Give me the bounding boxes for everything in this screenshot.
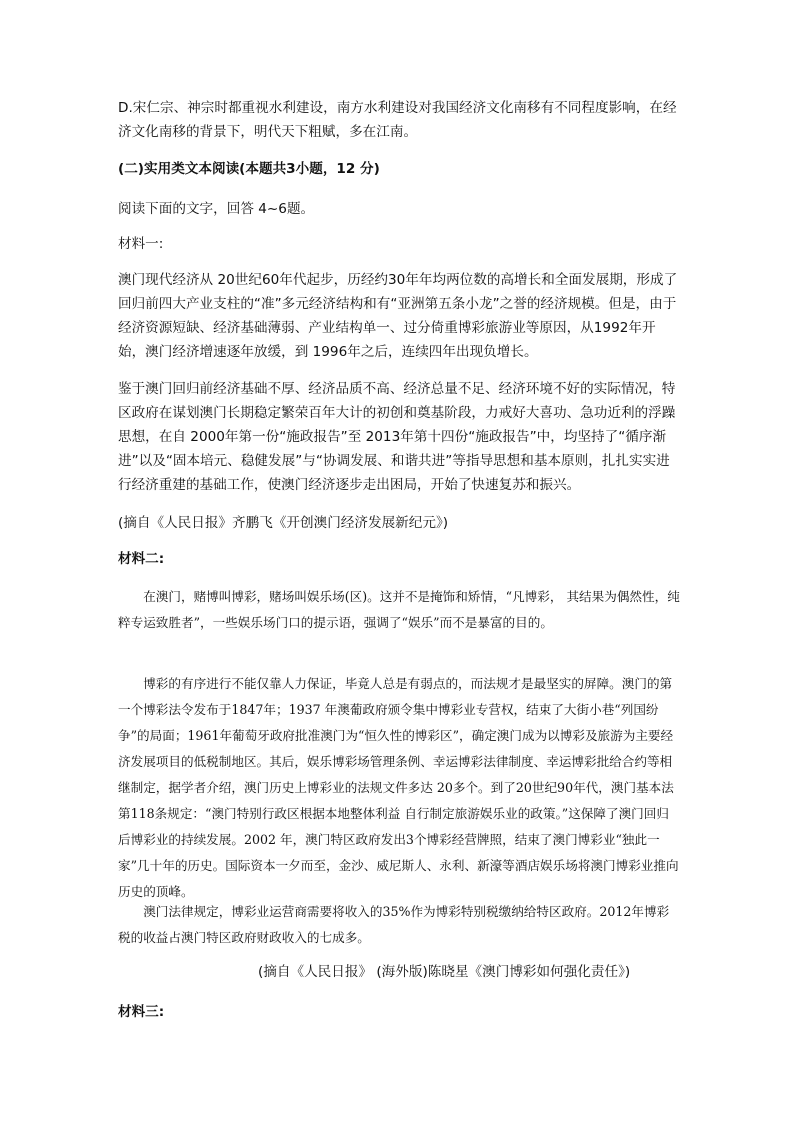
instruction-text: 阅读下面的文字，回答 4~6题。 [118,201,315,217]
material2-paragraph-2: 博彩的有序进行不能仅靠人力保证，毕竟人总是有弱点的，而法规才是最坚实的屏障。澳门的第一个博彩法令发布于1847年；1937 年澳葡政府颁令集中博彩业专营权，结束了大街小巷“列国纷争”的局面；1961年葡萄牙政府批准澳门为“恒久性的博彩区”，确定澳门成为以博彩及旅游为主要经济发展项目的低税制地区。其后，娱乐博彩场管理条例、幸运博彩法律制度、幸运博彩批给合约等相继制定，据学者介绍，澳门历史上博彩业的法规文件多达 20多个。到了20世纪90年代，澳门基本法第118条规定：“澳门特别行政区根据本地整体利益 自行制定旅游娱乐业的政策。”这保障了澳门回归后博彩业的持续发展。2002 年，澳门特区政府发出3个博彩经营牌照，结束了澳门博彩业“独此一家”几十年的历史。国际资本一夕而至，金沙、威尼斯人、永利、新濠等酒店娱乐场将澳门博彩业推向历史的顶峰。 [118,676,679,899]
material1-paragraph-2: 鉴于澳门回归前经济基础不厚、经济品质不高、经济总量不足、经济环境不好的实际情况，特区政府在谋划澳门长期稳定繁荣百年大计的初创和奠基阶段，力戒好大喜功、急功近利的浮躁思想，在自 2000年第一份“施政报告”至 2013年第十四份“施政报告”中，均坚持了“循序渐进”以及“固本培元、稳健发展”与“协调发展、和谐共进”等指导思想和基本原则，扎扎实实进行经济重建的基础工作，使澳门经济逐步走出困局，开始了快速复苏和振兴。 [118,381,676,493]
material1-label: 材料一: [118,236,164,252]
material1-paragraph-1: 澳门现代经济从 20世纪60年代起步，历经约30年年均两位数的高增长和全面发展期，形成了回归前四大产业支柱的“准”多元经济结构和有“亚洲第五条小龙”之誉的经济规模。但是，由于经济资源短缺、经济基础薄弱、产业结构单一、过分倚重博彩旅游业等原因，从1992年开始，澳门经济增速逐年放缓，到 1996年之后，连续四年出现负增长。 [118,272,678,360]
section-heading: (二)实用类文本阅读(本题共3小题，12 分) [118,161,380,177]
material3-label: 材料三: [118,1004,165,1020]
material2-source: (摘自《人民日报》 (海外版)陈晓星《澳门博彩如何强化责任》) [258,964,631,980]
material1-source: (摘自《人民日报》齐鹏飞《开创澳门经济发展新纪元》) [118,515,449,531]
material2-label: 材料二: [118,551,165,567]
material2-paragraph-1: 在澳门，赌博叫博彩，赌场叫娱乐场(区)。这并不是掩饰和矫情，“凡博彩， 其结果为偶然性，纯粹专运致胜者”，一些娱乐场门口的提示语，强调了“娱乐”而不是暴富的目的。 [118,589,680,630]
material2-paragraph-3: 澳门法律规定，博彩业运营商需要将收入的35%作为博彩特别税缴纳给特区政府。2012年博彩税的收益占澳门特区政府财政收入的七成多。 [118,904,670,945]
option-d-paragraph: D.宋仁宗、神宗时都重视水利建设，南方水利建设对我国经济文化南移有不同程度影响，在经济文化南移的背景下，明代天下粗赋，多在江南。 [118,100,677,140]
